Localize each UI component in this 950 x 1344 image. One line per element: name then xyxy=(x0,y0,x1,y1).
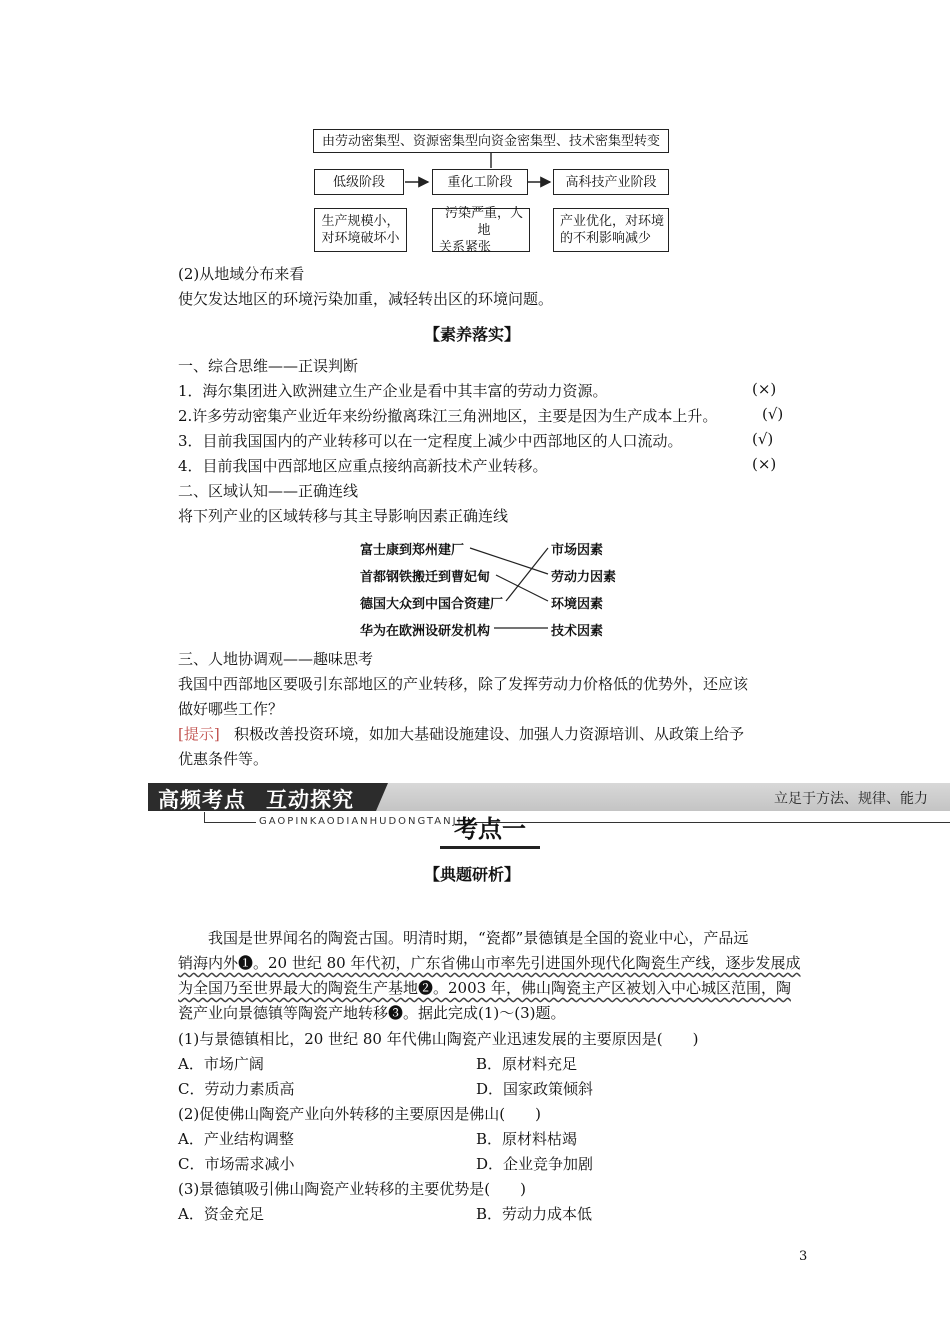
hint-label: [提示] xyxy=(178,725,220,743)
match-line-2 xyxy=(496,575,548,601)
para-line-3-text: 为全国乃至世界最大的陶瓷生产基地❷。2003 年，佛山陶瓷主产区被划入中心城区范围，陶 xyxy=(178,979,791,997)
sec3-question-line-1: 我国中西部地区要吸引东部地区的产业转移，除了发挥劳动力价格低的优势外，还应该 xyxy=(178,675,749,693)
page-number: 3 xyxy=(799,1249,808,1264)
banner-subtitle: GAOPINKAODIANHUDONGTANJIU xyxy=(256,816,475,827)
desc-3-line-1: 产业优化，对环境 xyxy=(560,214,665,229)
desc-2-line-1: 污染严重，人地 xyxy=(444,205,523,238)
stage-label-2: 重化工阶段 xyxy=(447,174,513,190)
match-left-2: 首都钢铁搬迁到曹妃甸 xyxy=(360,570,491,585)
question-1: (1)与景德镇相比，20 世纪 80 年代佛山陶瓷产业迅速发展的主要原因是( ) xyxy=(178,1030,699,1048)
judge-item-4: 4．目前我国中西部地区应重点接纳高新技术产业转移。 xyxy=(178,457,548,475)
sec1-heading: 一、综合思维——正误判断 xyxy=(178,357,359,375)
banner-title-1: 高频考点 xyxy=(158,788,246,812)
q2-option-d[interactable]: D．企业竞争加剧 xyxy=(476,1155,594,1173)
flowchart-top-text: 由劳动密集型、资源密集型向资金密集型、技术密集型转变 xyxy=(321,133,660,149)
stage-label-1: 低级阶段 xyxy=(332,174,385,190)
para-line-4-text: 瓷产业向景德镇等陶瓷产地转移❸。据此完成(1)～(3)题。 xyxy=(178,1004,566,1022)
match-right-1: 市场因素 xyxy=(551,543,604,558)
q2-option-c[interactable]: C．市场需求减小 xyxy=(178,1155,295,1173)
q2-option-a[interactable]: A．产业结构调整 xyxy=(178,1130,294,1148)
banner-title-2: 互动探究 xyxy=(266,788,354,812)
q1-option-b[interactable]: B．原材料充足 xyxy=(476,1055,578,1073)
para-line-2 xyxy=(178,952,800,973)
para-line-1: 我国是世界闻名的陶瓷古国。明清时期，“瓷都”景德镇是全国的瓷业中心，产品远 xyxy=(208,929,749,947)
desc-2-line-2: 关系紧张 xyxy=(439,239,492,255)
para-line-3 xyxy=(178,977,791,998)
match-left-4: 华为在欧洲设研发机构 xyxy=(360,624,491,639)
sec3-question-line-2: 做好哪些工作？ xyxy=(178,700,284,718)
judge-mark-3: (√) xyxy=(752,430,774,448)
question-2: (2)促使佛山陶瓷产业向外转移的主要原因是佛山( ) xyxy=(178,1105,541,1123)
kaodian-subtitle: 【典题研析】 xyxy=(424,865,521,884)
desc-1-line-2: 对环境破坏小 xyxy=(321,231,400,246)
sec2-heading: 二、区域认知——正确连线 xyxy=(178,482,359,500)
hint-line-1 xyxy=(178,723,744,744)
judge-mark-1: (×) xyxy=(752,380,777,398)
judge-mark-2: (√) xyxy=(762,405,784,423)
desc-1-line-1: 生产规模小， xyxy=(321,214,400,229)
question-3: (3)景德镇吸引佛山陶瓷产业转移的主要优势是( ) xyxy=(178,1180,526,1198)
judge-item-2: 2.许多劳动密集产业近年来纷纷撤离珠江三角洲地区，主要是因为生产成本上升。 xyxy=(178,407,718,425)
match-right-4: 技术因素 xyxy=(551,624,604,639)
match-left-1: 富士康到郑州建厂 xyxy=(360,543,465,558)
hint-text-2: 优惠条件等。 xyxy=(178,750,269,768)
q3-option-a[interactable]: A．资金充足 xyxy=(178,1205,264,1223)
stage-label-3: 高科技产业阶段 xyxy=(565,174,657,190)
banner-right-text: 立足于方法、规律、能力 xyxy=(774,791,928,807)
q2-option-b[interactable]: B．原材料枯竭 xyxy=(476,1130,578,1148)
para-line-2-text: 销海内外❶。20 世纪 80 年代初，广东省佛山市率先引进国外现代化陶瓷生产线，逐步发展成 xyxy=(178,954,801,972)
judge-item-3: 3．目前我国国内的产业转移可以在一定程度上减少中西部地区的人口流动。 xyxy=(178,432,683,450)
part2-text: 使欠发达地区的环境污染加重，减轻转出区的环境问题。 xyxy=(178,290,554,308)
para-line-4 xyxy=(178,1002,566,1023)
sec3-heading: 三、人地协调观——趣味思考 xyxy=(178,650,374,668)
sec2-desc: 将下列产业的区域转移与其主导影响因素正确连线 xyxy=(178,507,509,525)
q3-option-b[interactable]: B．劳动力成本低 xyxy=(476,1205,593,1223)
desc-3-line-2: 的不利影响减少 xyxy=(560,231,652,246)
suyang-title: 【素养落实】 xyxy=(424,325,521,344)
hint-text-1: 积极改善投资环境，如加大基础设施建设、加强人力资源培训、从政策上给予 xyxy=(234,725,745,743)
match-right-2: 劳动力因素 xyxy=(551,570,617,585)
q1-option-d[interactable]: D．国家政策倾斜 xyxy=(476,1080,594,1098)
part2-heading: (2)从地域分布来看 xyxy=(178,265,305,283)
match-line-3 xyxy=(506,548,548,601)
match-line-1 xyxy=(470,548,548,574)
match-lines xyxy=(0,0,950,660)
judge-mark-4: (×) xyxy=(752,455,777,473)
judge-item-1: 1．海尔集团进入欧洲建立生产企业是看中其丰富的劳动力资源。 xyxy=(178,382,608,400)
kaodian-title: 考点一 xyxy=(440,812,540,849)
q1-option-c[interactable]: C．劳动力素质高 xyxy=(178,1080,295,1098)
match-left-3: 德国大众到中国合资建厂 xyxy=(360,597,504,612)
section-banner xyxy=(148,783,950,811)
match-right-3: 环境因素 xyxy=(551,597,604,612)
q1-option-a[interactable]: A．市场广阔 xyxy=(178,1055,264,1073)
